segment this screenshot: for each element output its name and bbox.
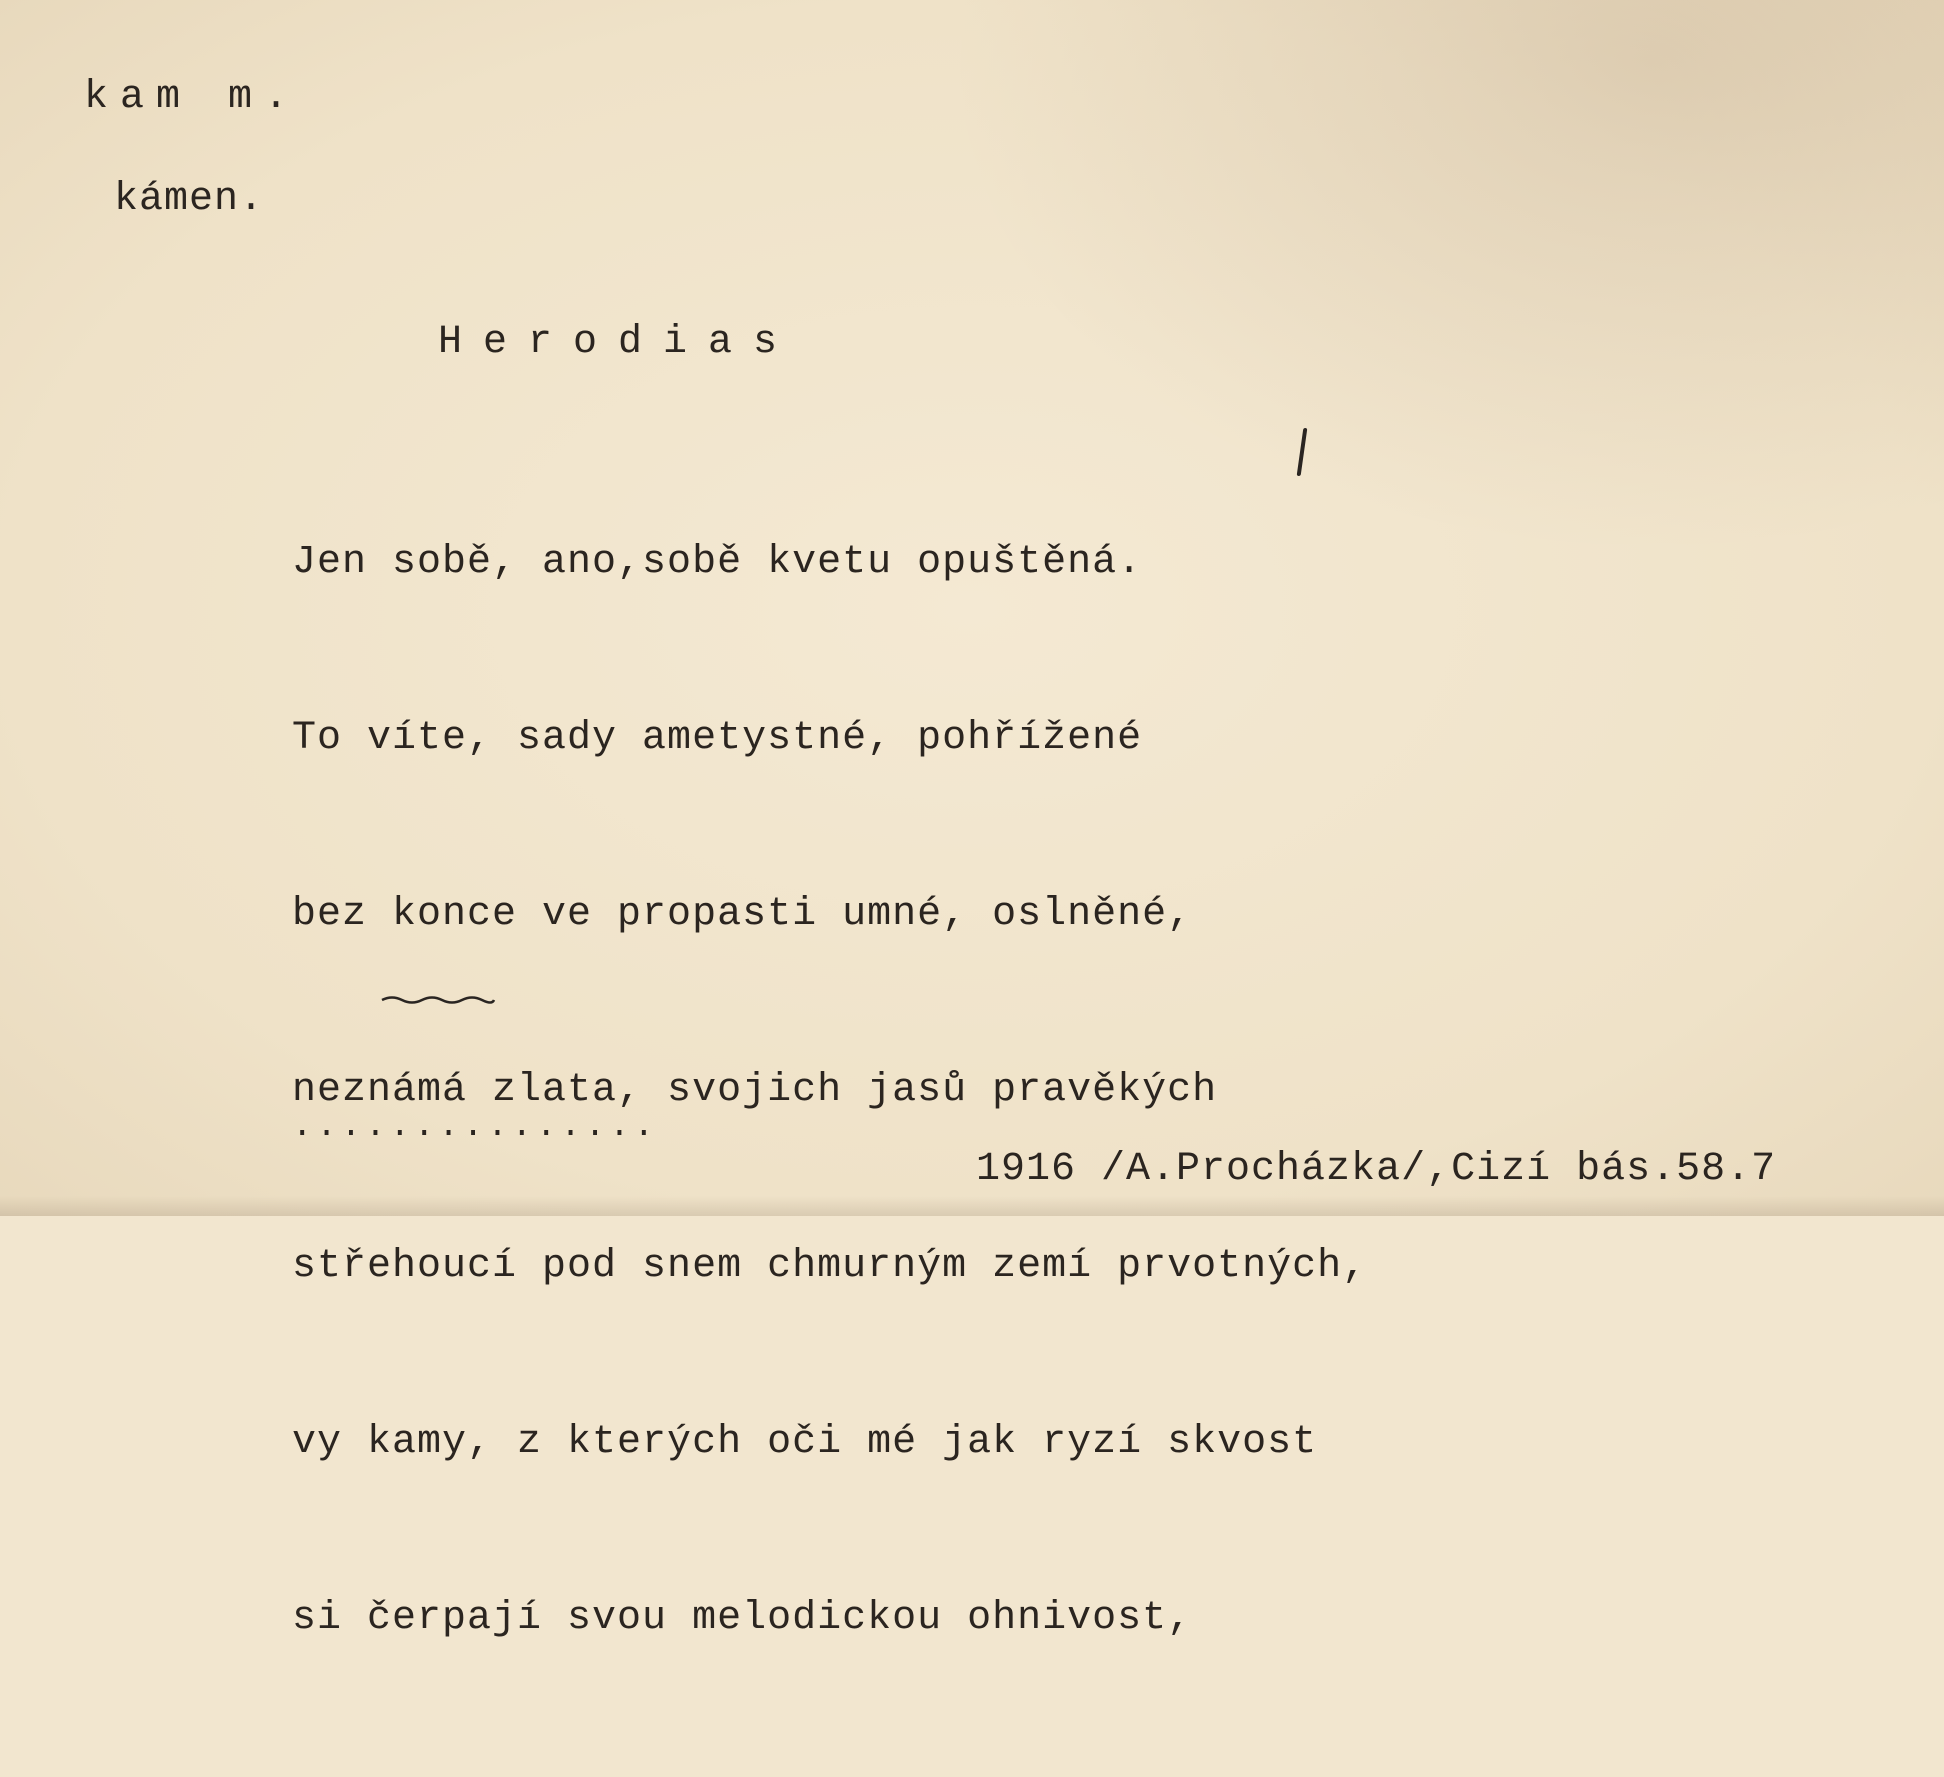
poem-line: si čerpají svou melodickou ohnivost, — [292, 1596, 1193, 1641]
poem-line: To víte, sady ametystné, pohřížené — [292, 716, 1143, 761]
handwritten-wavy-underline — [380, 995, 496, 1005]
source-citation: 1916 /A.Procházka/,Cizí bás.58.7 — [976, 1147, 1777, 1192]
poem-line: střehoucí pod snem chmurným zemí prvotných, — [292, 1244, 1368, 1289]
poem-line: bez konce ve propasti umné, oslněné, — [292, 892, 1193, 937]
card-bottom-edge — [0, 1196, 1944, 1216]
poem-line: Jen sobě, ano,sobě kvetu opuštěná. — [292, 540, 1143, 585]
poem-line: vy kamy, z kterých oči mé jak ryzí skvost — [292, 1420, 1318, 1465]
ellipsis-dots: ............... — [292, 1108, 659, 1146]
headword: kam m. — [84, 75, 301, 120]
lemma: kámen. — [114, 177, 265, 222]
poem-line: neznámá zlata, svojich jasů pravěkých — [292, 1068, 1218, 1113]
poem-title: Herodias — [438, 320, 799, 365]
